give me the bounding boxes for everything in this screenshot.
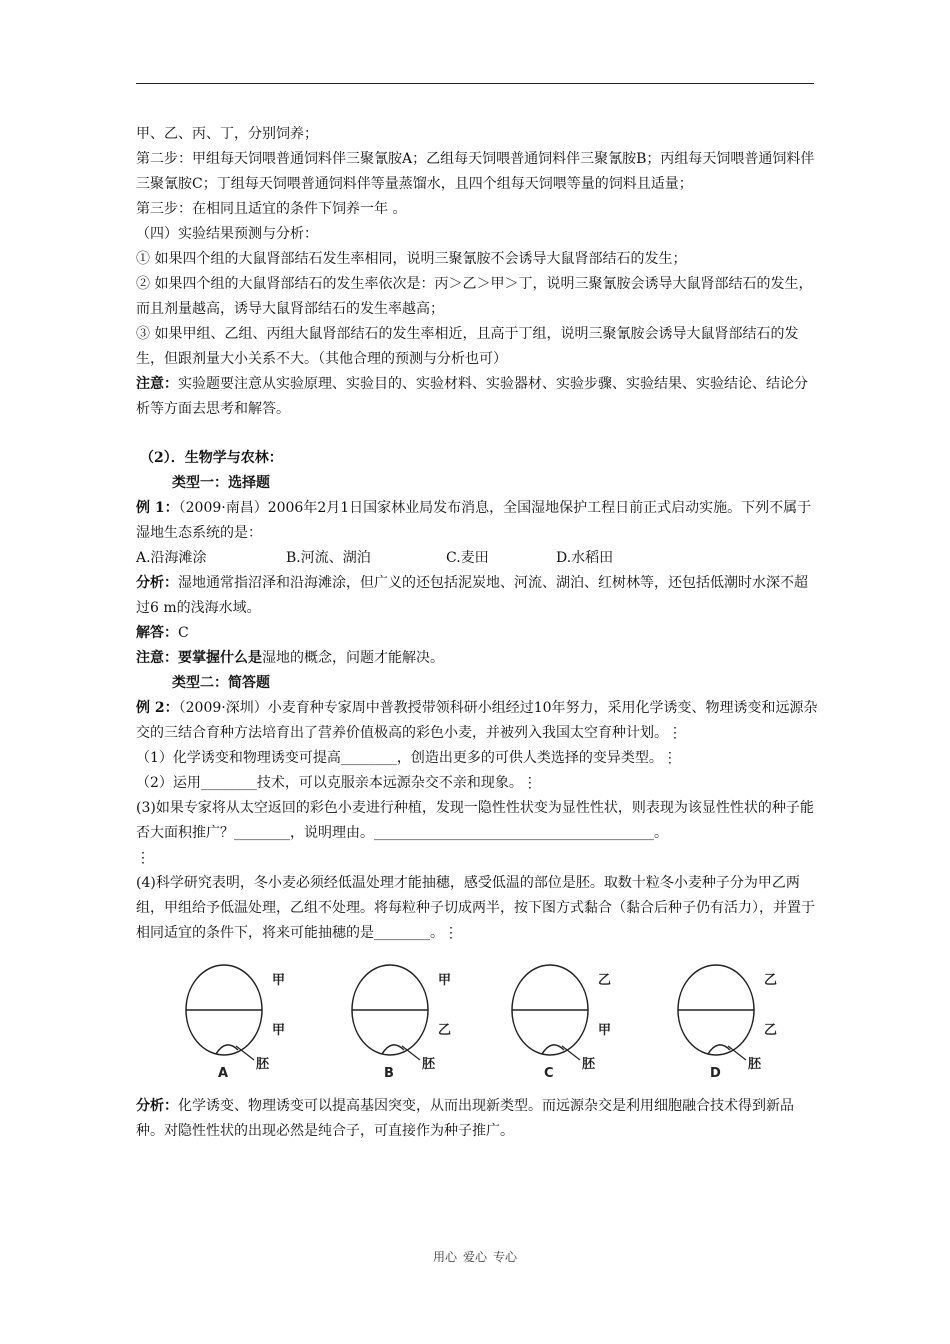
example1-label: 例 1： [136, 500, 179, 516]
note-paragraph: 注意：实验题要注意从实验原理、实验目的、实验材料、实验器材、实验步骤、实验结果、实验结论、结论分析等方面去思考和解答。 [136, 376, 808, 417]
seed-b [352, 965, 451, 1080]
example1-question: 例 1：（2009·南昌）2006年2月1日国家林业局发布消息，全国湿地保护工程日前正式启动实施。下列不属于湿地生态系统的是： [136, 500, 812, 541]
example2-q3-mark: ⋮ [136, 850, 150, 866]
header-rule [136, 83, 814, 84]
example2-q1: （1）化学诱变和物理诱变可提高________，创造出更多的可供人类选择的变异类型。⋮ [136, 750, 677, 766]
seed-c-bottom-label: 甲 [598, 1023, 612, 1038]
seed-c [512, 965, 611, 1080]
seed-b-top-label: 甲 [438, 973, 452, 988]
seed-b-letter: B [384, 1066, 394, 1080]
analysis2-label: 分析： [136, 1098, 178, 1114]
example2-q4: (4)科学研究表明，冬小麦必须经低温处理才能抽穗，感受低温的部位是胚。取数十粒冬小麦种子分为甲乙两组，甲组给予低温处理，乙组不处理。将每粒种子切成两半，按下图方式黏合（黏合后种子仍有活力），并置于相同适宜的条件下，将来可能抽穗的是________。⋮ [136, 875, 815, 941]
option-b: B.河流、湖泊 [286, 550, 371, 566]
paragraph: （四）实验结果预测与分析： [136, 226, 318, 242]
type1-title: 类型一：选择题 [172, 475, 270, 491]
example1-answer: 解答：C [136, 625, 189, 641]
page-footer: 用心 爱心 专心 [432, 1250, 518, 1264]
type2-title: 类型二：简答题 [172, 675, 270, 691]
seed-d-letter: D [710, 1066, 721, 1080]
option-a: A.沿海滩涂 [136, 550, 207, 566]
paragraph: ② 如果四个组的大鼠肾部结石的发生率依次是：丙＞乙＞甲＞丁，说明三聚氰胺会诱导大鼠肾部结石的发生，而且剂量越高，诱导大鼠肾部结石的发生率越高； [136, 276, 813, 317]
section-title: （2）．生物学与农林： [140, 450, 283, 466]
example2-q2: （2）运用________技术，可以克服亲本远源杂交不亲和现象。⋮ [136, 775, 537, 791]
example2-label: 例 2： [136, 700, 179, 716]
document-body [136, 122, 820, 1144]
seed-d-top-label: 乙 [764, 973, 778, 988]
example2-q3: (3)如果专家将从太空返回的彩色小麦进行种植，发现一隐性性状变为显性性状，则表现为该显性性状的种子能否大面积推广？________，说明理由。________________________________________。 [136, 800, 814, 841]
seed-a-embryo-label: 胚 [256, 1057, 270, 1072]
note-label: 注意： [136, 376, 178, 392]
seed-c-letter: C [544, 1066, 554, 1080]
seed-c-embryo-label: 胚 [582, 1057, 596, 1072]
seed-b-bottom-label: 乙 [438, 1023, 452, 1038]
paragraph: 第二步：甲组每天饲喂普通饲料伴三聚氰胺A；乙组每天饲喂普通饲料伴三聚氰胺B；丙组每天饲喂普通饲料伴三聚氰胺C；丁组每天饲喂普通饲料伴等量蒸馏水，且四个组每天饲喂等量的饲料且适量； [136, 151, 815, 192]
paragraph: 第三步：在相同且适宜的条件下饲养一年 。 [136, 201, 407, 217]
example1-analysis: 分析：湿地通常指沼泽和沿海滩涂，但广义的还包括泥炭地、河流、湖泊、红树林等，还包括低潮时水深不超过6 m的浅海水域。 [136, 575, 808, 616]
seed-diagram [136, 960, 820, 1080]
paragraph: 甲、乙、丙、丁，分别饲养； [136, 126, 318, 142]
seed-d-bottom-label: 乙 [764, 1023, 778, 1038]
seed-a-bottom-label: 甲 [272, 1023, 286, 1038]
seed-a-top-label: 甲 [272, 973, 286, 988]
option-c: C.麦田 [446, 550, 489, 566]
example2-question: 例 2：（2009·深圳）小麦育种专家周中普教授带领科研小组经过10年努力，采用化学诱变、物理诱变和远源杂交的三结合育种方法培育出了营养价值极高的彩色小麦，并被列入我国太空育种计划。⋮ [136, 700, 818, 741]
note-label: 注意：要掌握什么是 [136, 650, 262, 666]
seed-a-letter: A [218, 1066, 229, 1080]
seed-figure [136, 960, 820, 1080]
example1-note: 注意：要掌握什么是湿地的概念，问题才能解决。 [136, 650, 444, 666]
seed-d-embryo-label: 胚 [748, 1057, 762, 1072]
seed-c-top-label: 乙 [598, 973, 612, 988]
analysis-label: 分析： [136, 575, 178, 591]
paragraph: ① 如果四个组的大鼠肾部结石发生率相同，说明三聚氰胺不会诱导大鼠肾部结石的发生； [136, 251, 687, 267]
example2-analysis: 分析：化学诱变、物理诱变可以提高基因突变，从而出现新类型。而远源杂交是利用细胞融合技术得到新品种。对隐性性状的出现必然是纯合子，可直接作为种子推广。 [136, 1098, 794, 1139]
seed-b-embryo-label: 胚 [422, 1057, 436, 1072]
option-d: D.水稻田 [556, 550, 614, 566]
example1-options [136, 546, 820, 571]
seed-d [678, 965, 777, 1080]
seed-a [186, 965, 285, 1080]
paragraph: ③ 如果甲组、乙组、丙组大鼠肾部结石的发生率相近，且高于丁组，说明三聚氰胺会诱导大鼠肾部结石的发生，但跟剂量大小关系不大。（其他合理的预测与分析也可） [136, 326, 799, 367]
answer-label: 解答： [136, 625, 178, 641]
